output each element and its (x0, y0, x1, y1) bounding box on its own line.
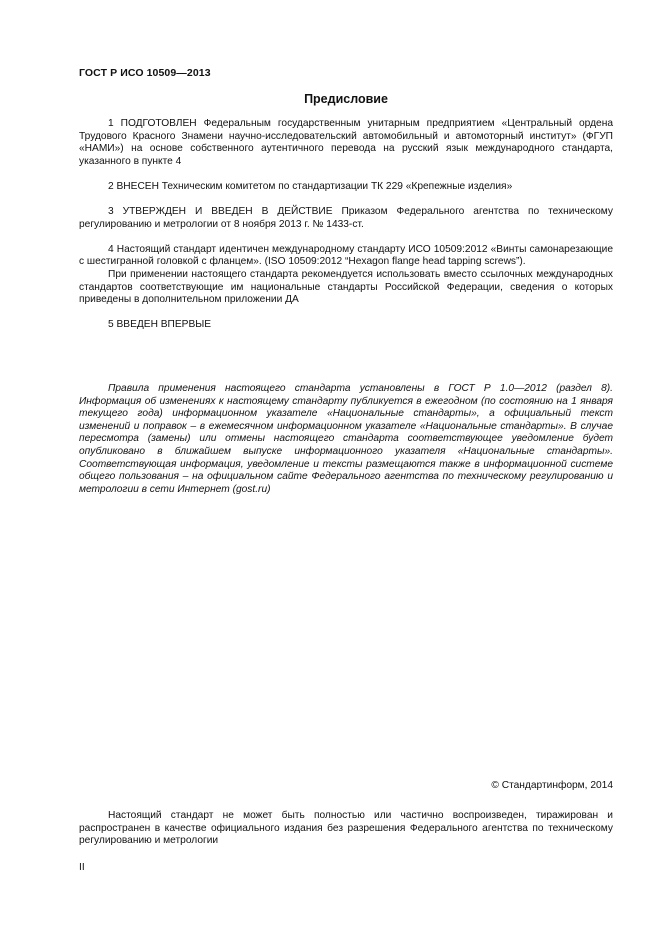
preface-paragraph-approved: 3 УТВЕРЖДЕН И ВВЕДЕН В ДЕЙСТВИЕ Приказом Федерального агентства по техническому регулированию и метрологии от 8 ноября 2013 г. № 1433-ст. (79, 205, 613, 230)
preface-paragraph-identical: 4 Настоящий стандарт идентичен международному стандарту ИСО 10509:2012 «Винты самонарезающие с шестигранной головкой с фланцем». (ISO 10509:2012 “Hexagon flange head tapping screws”). (79, 243, 613, 268)
application-rules-notice: Правила применения настоящего стандарта установлены в ГОСТ Р 1.0—2012 (раздел 8). Информация об изменениях к настоящему стандарту публикуется в ежегодном (по состоянию на 1 января текущего года) информационном указателе «Национальные стандарты», а официальный текст изменений и поправок – в ежемесячном информационном указателе «Национальные стандарты». В случае пересмотра (замены) или отмены настоящего стандарта соответствующее уведомление будет опубликовано в ближайшем выпуске информационного указателя «Национальные стандарты». Соответствующая информация, уведомление и тексты размещаются также в информационной системе общего пользования – на официальном сайте Федерального агентства по техническому регулированию и метрологии в сети Интернет (gost.ru) (79, 383, 613, 495)
document-code: ГОСТ Р ИСО 10509—2013 (79, 67, 211, 79)
preface-paragraph-references: При применении настоящего стандарта рекомендуется использовать вместо ссылочных международных стандартов соответствующие им национальные стандарты Российской Федерации, сведения о которых приведены в дополнительном приложении ДА (79, 268, 613, 306)
copyright-line: © Стандартинформ, 2014 (491, 780, 613, 791)
reproduction-notice: Настоящий стандарт не может быть полностью или частично воспроизведен, тиражирован и распространен в качестве официального издания без разрешения Федерального агентства по техническому регулированию и метрологии (79, 810, 613, 847)
preface-body (79, 118, 613, 332)
preface-paragraph-introduced: 5 ВВЕДЕН ВПЕРВЫЕ (108, 319, 212, 331)
page-number: II (79, 862, 85, 873)
preface-paragraph-prepared: 1 ПОДГОТОВЛЕН Федеральным государственным унитарным предприятием «Центральный ордена Трудового Красного Знамени научно-исследовательский автомобильный и автомоторный институт» (ФГУП «НАМИ») на основе собственного аутентичного перевода на русский язык международного стандарта, указанного в пункте 4 (79, 118, 613, 167)
preface-title: Предисловие (304, 92, 388, 106)
preface-paragraph-submitted: 2 ВНЕСЕН Техническим комитетом по стандартизации ТК 229 «Крепежные изделия» (108, 180, 513, 192)
